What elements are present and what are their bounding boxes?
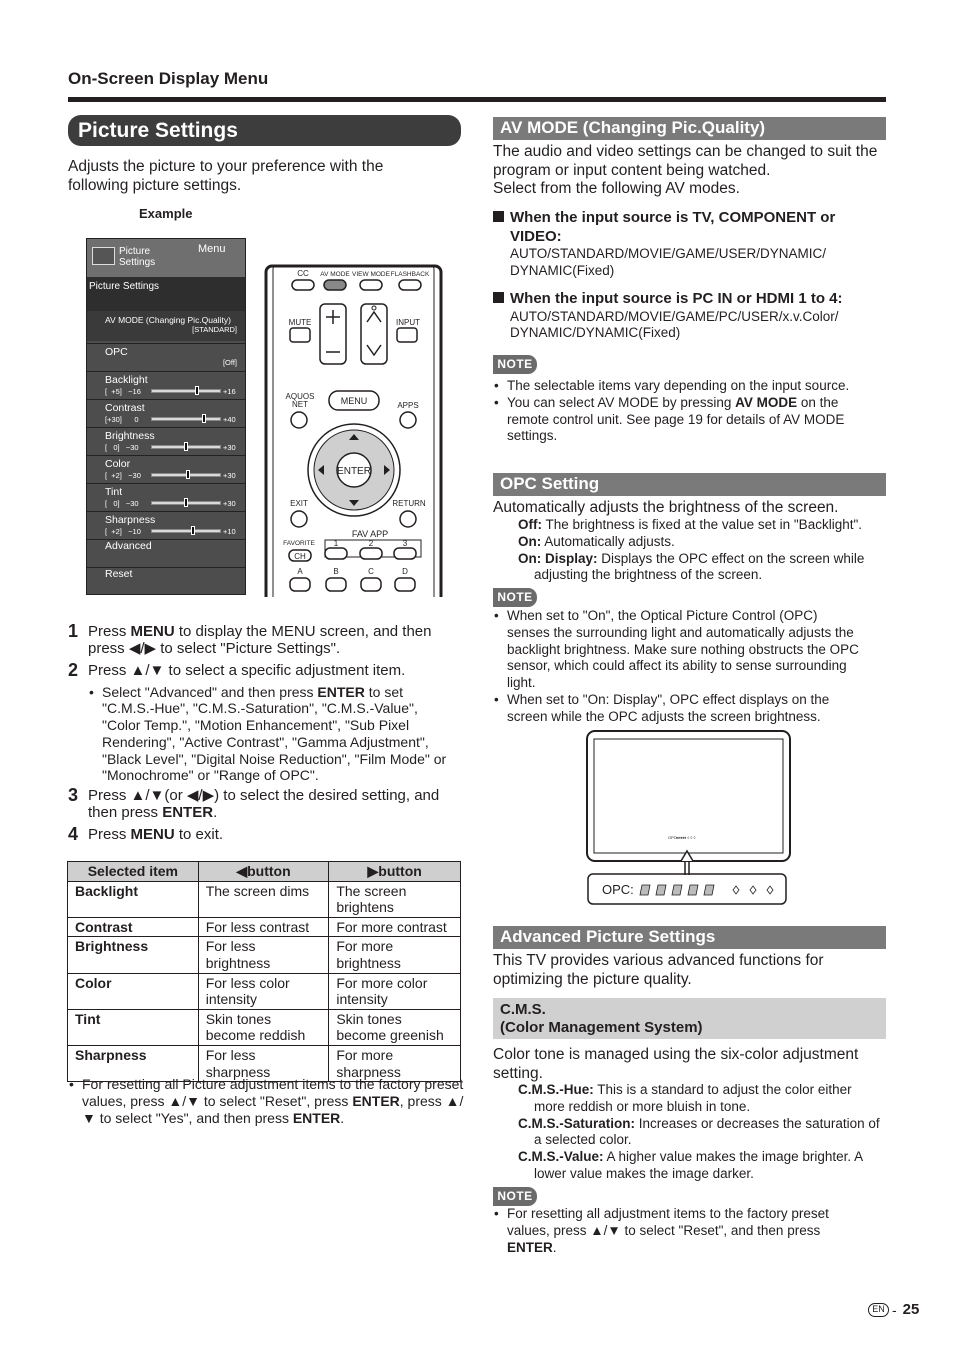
table-cell: Backlight <box>68 881 199 917</box>
fav-app-2-button[interactable] <box>360 548 382 559</box>
svg-text:3: 3 <box>402 539 408 548</box>
table-row <box>68 881 461 917</box>
fav-app-1-button[interactable] <box>325 548 347 559</box>
menu-item-color[interactable]: Color [ +2] −30 +30 <box>87 455 245 483</box>
table-cell: The screen brightens <box>329 881 461 917</box>
advanced-note-badge: NOTE <box>493 1187 537 1206</box>
svg-text:OPC:: OPC: <box>668 835 678 840</box>
cc-button[interactable] <box>292 280 314 290</box>
av-mode-case-2: When the input source is PC IN or HDMI 1 to 4: AUTO/STANDARD/MOVIE/GAME/PC/USER/x.v.Color/ DYNAMIC/DYNAMIC(Fixed) <box>493 290 886 342</box>
cms-heading: C.M.S. (Color Management System) <box>493 998 886 1039</box>
svg-text:OPC:: OPC: <box>602 882 634 897</box>
slider-knob[interactable] <box>186 470 190 479</box>
svg-text:FAVORITE: FAVORITE <box>283 540 315 547</box>
opc-body: Automatically adjusts the brightness of the screen. <box>493 499 839 516</box>
av-mode-case-1: When the input source is TV, COMPONENT or VIDEO: AUTO/STANDARD/MOVIE/GAME/USER/DYNAMIC/ DYNAMIC(Fixed) <box>493 209 886 279</box>
menu-item-advanced[interactable]: Advanced <box>87 539 245 567</box>
reset-note: • For resetting all Picture adjustment items to the factory preset values, press ▲/▼ to select "Reset", press ENTER, press ▲/▼ to select "Yes", and then press ENTER. <box>68 1076 464 1126</box>
section-title: On-Screen Display Menu <box>68 69 269 88</box>
table-cell: For more brightness <box>329 937 461 973</box>
menu-item-reset[interactable]: Reset <box>87 567 245 595</box>
cms-body: Color tone is managed using the six-color adjustment setting. <box>493 1046 859 1082</box>
table-cell: For more contrast <box>329 917 461 937</box>
example-label: Example <box>139 206 193 221</box>
intro-text: Adjusts the picture to your preference with the following picture settings. <box>68 158 384 194</box>
table-cell: Skin tones become greenish <box>329 1009 461 1045</box>
table-cell: For less sharpness <box>198 1045 329 1081</box>
menu-item-contrast[interactable]: Contrast [+30] 0 +40 <box>87 399 245 427</box>
table-row <box>68 973 461 1009</box>
page-footer: EN - 25 <box>868 1301 919 1318</box>
table-row <box>68 937 461 973</box>
col-selected-item: Selected item <box>68 862 199 882</box>
view-mode-button[interactable] <box>360 280 382 290</box>
table-row <box>68 1009 461 1045</box>
c-button[interactable] <box>361 578 381 591</box>
cms-options: C.M.S.-Hue: This is a standard to adjust the color either more reddish or more bluish in tone. C.M.S.-Saturation: Increases or decreases the saturation of a selected color. C.M.S.-Value: A higher value makes the image brighter. A lower value makes the image darker. <box>518 1082 880 1181</box>
svg-text:♦♦♦♦♦ ◊ ◊ ◊: ♦♦♦♦♦ ◊ ◊ ◊ <box>676 835 696 840</box>
menu-tab-title: Picture Settings <box>119 246 156 268</box>
av-mode-body: The audio and video settings can be changed to suit the program or input content being watched. Select from the following AV modes. <box>493 143 878 197</box>
advanced-notes: • For resetting all adjustment items to the factory preset values, press ▲/▼ to select "Reset", and then press ENTER. <box>493 1206 863 1256</box>
aquos-net-button[interactable] <box>291 412 307 428</box>
table-cell: For less brightness <box>198 937 329 973</box>
remote-control <box>263 262 444 597</box>
svg-text:NET: NET <box>292 400 308 409</box>
input-button[interactable] <box>397 328 417 342</box>
svg-text:MENU: MENU <box>340 396 368 406</box>
b-button[interactable] <box>326 578 346 591</box>
svg-text:B: B <box>333 567 339 576</box>
svg-text:C: C <box>368 567 374 576</box>
menu-item-brightness[interactable]: Brightness [ 0] −30 +30 <box>87 427 245 455</box>
svg-text:2: 2 <box>368 539 374 548</box>
slider-knob[interactable] <box>184 498 188 507</box>
opc-heading: OPC Setting <box>493 473 886 496</box>
svg-text:EXIT: EXIT <box>290 499 308 508</box>
d-button[interactable] <box>395 578 415 591</box>
table-cell: Brightness <box>68 937 199 973</box>
flashback-button[interactable] <box>399 280 421 290</box>
table-cell: Sharpness <box>68 1045 199 1081</box>
svg-text:CH: CH <box>294 552 306 561</box>
slider-knob[interactable] <box>184 442 188 451</box>
col-left-button: ◀button <box>198 862 329 882</box>
slider-knob[interactable] <box>202 414 206 423</box>
table-cell: The screen dims <box>198 881 329 917</box>
slider-track[interactable] <box>151 529 221 533</box>
exit-button[interactable] <box>291 511 307 527</box>
step-2-sub: • Select "Advanced" and then press ENTER to set "C.M.S.-Hue", "C.M.S.-Saturation", "C.M.S.-Value", "Color Temp.", "Motion Enhancement", "Sub Pixel Rendering", "Active Contrast", "Gamma Adjustment", "Black Level", "Digital Noise Reduction", "Film Mode" or "Monochrome" or "Range of OPC". <box>88 684 456 785</box>
svg-text:INPUT: INPUT <box>396 318 420 327</box>
opc-notes: • When set to "On", the Optical Picture Control (OPC) senses the surrounding light and automatically adjusts the backlight brightness. Make sure nothing obstructs the OPC sensor, which could affect its ability to sense surrounding light. • When set to "On: Display", OPC effect displays on the screen while the OPC adjusts the screen brightness. <box>493 608 863 726</box>
mute-button[interactable] <box>290 328 310 342</box>
step-2: 2 Press ▲/▼ to select a specific adjustment item. <box>68 660 406 680</box>
av-mode-heading: AV MODE (Changing Pic.Quality) <box>493 117 886 140</box>
table-cell: For more sharpness <box>329 1045 461 1081</box>
svg-text:VIEW MODE: VIEW MODE <box>352 271 390 278</box>
svg-text:D: D <box>402 567 408 576</box>
svg-text:RETURN: RETURN <box>392 499 426 508</box>
step-3: 3 Press ▲/▼(or ◀/▶) to select the desired setting, and then press ENTER. <box>68 785 440 821</box>
page-title: Picture Settings <box>68 115 461 146</box>
apps-button[interactable] <box>400 412 416 428</box>
menu-crumb: Picture Settings <box>89 281 160 292</box>
svg-text:1: 1 <box>333 539 339 548</box>
svg-text:MUTE: MUTE <box>288 318 312 327</box>
slider-knob[interactable] <box>191 526 195 535</box>
svg-text:FLASHBACK: FLASHBACK <box>390 271 430 278</box>
advanced-heading: Advanced Picture Settings <box>493 926 886 949</box>
col-right-button: ▶button <box>329 862 461 882</box>
picture-settings-icon <box>92 247 115 265</box>
svg-text:FAV APP: FAV APP <box>351 529 389 539</box>
table-cell: For less contrast <box>198 917 329 937</box>
table-cell: Tint <box>68 1009 199 1045</box>
header-rule <box>68 97 886 102</box>
steps <box>68 621 464 845</box>
menu-crumb-bar <box>87 277 245 311</box>
slider-knob[interactable] <box>195 386 199 395</box>
square-bullet-icon <box>493 292 504 303</box>
a-button[interactable] <box>290 578 310 591</box>
svg-text:AV MODE: AV MODE <box>320 271 350 278</box>
svg-text:A: A <box>297 567 303 576</box>
menu-item-av-mode[interactable]: AV MODE (Changing Pic.Quality) [STANDARD] <box>105 315 237 334</box>
menu-label: Menu <box>198 243 226 255</box>
opc-options: Off: The brightness is fixed at the value set in "Backlight". On: Automatically adjusts. On: Display: Displays the OPC effect on the screen while adjusting the brightness of the screen. <box>518 517 865 583</box>
tv-opc-illustration <box>586 729 791 906</box>
return-button[interactable] <box>400 511 416 527</box>
advanced-body: This TV provides various advanced functions for optimizing the picture quality. <box>493 952 824 988</box>
menu-header <box>87 239 245 277</box>
page-number: 25 <box>902 1301 920 1318</box>
opc-note-badge: NOTE <box>493 588 537 607</box>
svg-text:ENTER: ENTER <box>337 466 371 477</box>
step-1: 1 Press MENU to display the MENU screen, and then press ◀/▶ to select "Picture Settings". <box>68 621 432 657</box>
menu-item-tint[interactable]: Tint [ 0] −30 +30 <box>87 483 245 511</box>
menu-item-backlight[interactable]: Backlight [ +5] −16 +16 <box>87 371 245 399</box>
table-cell: Skin tones become reddish <box>198 1009 329 1045</box>
svg-text:AQUOS: AQUOS <box>285 392 315 401</box>
menu-screen <box>86 238 246 595</box>
table-cell: For more color intensity <box>329 973 461 1009</box>
av-mode-notes: • The selectable items vary depending on the input source. • You can select AV MODE by pressing AV MODE on the remote control unit. See page 19 for details of AV MODE settings. <box>493 378 883 445</box>
square-bullet-icon <box>493 211 504 222</box>
language-badge: EN <box>868 1303 889 1317</box>
table-row <box>68 917 461 937</box>
table-cell: For less color intensity <box>198 973 329 1009</box>
menu-item-opc[interactable]: OPC [Off] <box>87 343 245 371</box>
table-cell: Contrast <box>68 917 199 937</box>
menu-item-sharpness[interactable]: Sharpness [ +2] −10 +10 <box>87 511 245 539</box>
svg-text:APPS: APPS <box>397 401 419 410</box>
fav-app-3-button[interactable] <box>394 548 416 559</box>
step-4: 4 Press MENU to exit. <box>68 824 224 845</box>
slider-track[interactable] <box>151 389 221 393</box>
av-mode-note-badge: NOTE <box>493 355 537 374</box>
av-mode-button[interactable] <box>324 280 346 290</box>
settings-table <box>67 861 461 1082</box>
svg-text:CC: CC <box>297 269 309 278</box>
slider-track[interactable] <box>151 417 221 421</box>
table-cell: Color <box>68 973 199 1009</box>
